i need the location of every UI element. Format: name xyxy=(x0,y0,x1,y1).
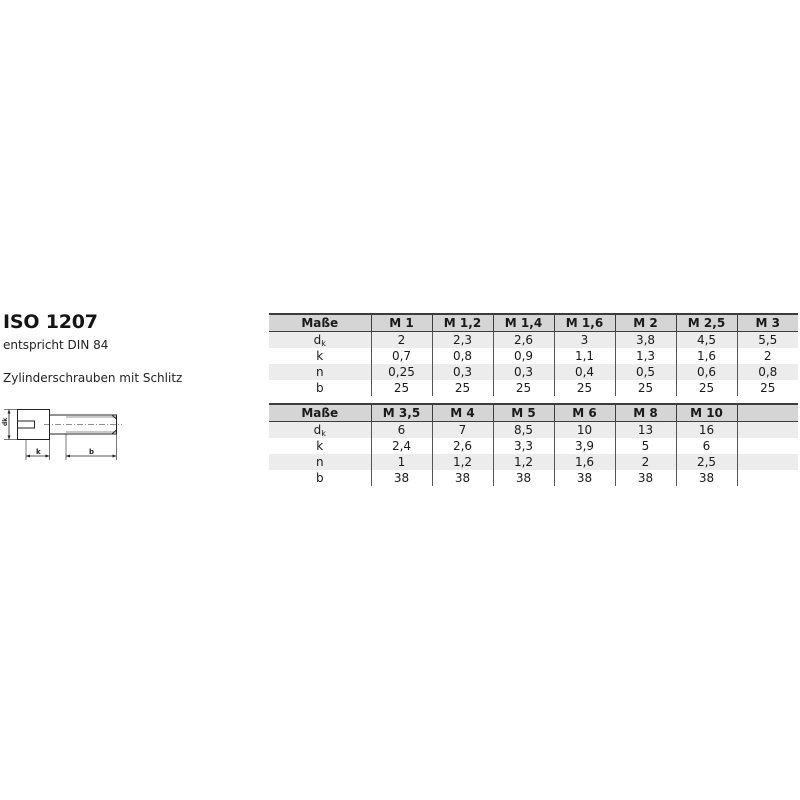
value-cell: 25 xyxy=(554,380,615,396)
value-cell: 3 xyxy=(554,332,615,349)
table-header-row xyxy=(269,314,798,332)
size-header: M 5 xyxy=(493,404,554,422)
value-cell: 6 xyxy=(371,422,432,439)
value-cell: 38 xyxy=(371,470,432,486)
value-cell: 1,6 xyxy=(554,454,615,470)
value-cell xyxy=(737,470,798,486)
value-cell: 2 xyxy=(737,348,798,364)
value-cell: 1 xyxy=(371,454,432,470)
row-label xyxy=(269,348,371,364)
row-label xyxy=(269,470,371,486)
value-cell: 4,5 xyxy=(676,332,737,349)
row-label-text: n xyxy=(315,454,324,469)
size-header: M 2,5 xyxy=(676,314,737,332)
size-header xyxy=(737,404,798,422)
diagram-label-b: b xyxy=(89,448,95,456)
row-label-text: k xyxy=(316,348,324,363)
value-cell: 0,3 xyxy=(432,364,493,380)
value-cell: 3,3 xyxy=(493,438,554,454)
size-header: M 1,4 xyxy=(493,314,554,332)
value-cell: 25 xyxy=(493,380,554,396)
value-cell: 38 xyxy=(676,470,737,486)
table-row xyxy=(269,470,798,486)
row-label-text: k xyxy=(316,438,324,453)
size-header: M 6 xyxy=(554,404,615,422)
row-label-subscript: k xyxy=(321,428,326,438)
value-cell: 16 xyxy=(676,422,737,439)
value-cell: 1,1 xyxy=(554,348,615,364)
document-title: ISO 1207 xyxy=(3,311,98,333)
value-cell: 25 xyxy=(432,380,493,396)
table-row xyxy=(269,438,798,454)
dimension-table-2 xyxy=(269,403,798,486)
value-cell xyxy=(737,438,798,454)
value-cell: 8,5 xyxy=(493,422,554,439)
value-cell: 0,8 xyxy=(432,348,493,364)
size-header: M 1,2 xyxy=(432,314,493,332)
value-cell: 7 xyxy=(432,422,493,439)
size-header: M 1,6 xyxy=(554,314,615,332)
table-row xyxy=(269,364,798,380)
value-cell: 2 xyxy=(371,332,432,349)
value-cell: 1,3 xyxy=(615,348,676,364)
row-label-text: b xyxy=(315,380,324,395)
row-label-text: d xyxy=(313,332,322,347)
size-header: M 3,5 xyxy=(371,404,432,422)
table-row xyxy=(269,454,798,470)
value-cell: 2,3 xyxy=(432,332,493,349)
value-cell: 2 xyxy=(615,454,676,470)
row-label xyxy=(269,438,371,454)
size-header: M 8 xyxy=(615,404,676,422)
row-label-text: b xyxy=(315,470,324,485)
row-label-text: d xyxy=(313,422,322,437)
value-cell xyxy=(737,422,798,439)
row-label xyxy=(269,422,371,439)
value-cell: 25 xyxy=(737,380,798,396)
value-cell: 25 xyxy=(615,380,676,396)
value-cell: 25 xyxy=(676,380,737,396)
size-header: M 4 xyxy=(432,404,493,422)
document-subtitle: entspricht DIN 84 xyxy=(3,338,109,352)
diagram-label-dk: dk xyxy=(2,417,9,426)
product-description: Zylinderschrauben mit Schlitz xyxy=(3,371,183,385)
value-cell: 0,8 xyxy=(737,364,798,380)
value-cell: 3,9 xyxy=(554,438,615,454)
diagram-label-k: k xyxy=(36,448,41,456)
value-cell: 0,3 xyxy=(493,364,554,380)
value-cell: 0,4 xyxy=(554,364,615,380)
screw-slot xyxy=(18,421,35,428)
value-cell: 5 xyxy=(615,438,676,454)
row-label xyxy=(269,454,371,470)
header-label: Maße xyxy=(269,404,371,422)
row-label xyxy=(269,332,371,349)
value-cell: 1,2 xyxy=(432,454,493,470)
header-label: Maße xyxy=(269,314,371,332)
table-row xyxy=(269,348,798,364)
value-cell: 6 xyxy=(676,438,737,454)
value-cell: 25 xyxy=(371,380,432,396)
size-header: M 2 xyxy=(615,314,676,332)
row-label-subscript: k xyxy=(321,338,326,348)
value-cell: 38 xyxy=(554,470,615,486)
dimension-table-1 xyxy=(269,313,798,396)
size-header: M 1 xyxy=(371,314,432,332)
value-cell: 0,9 xyxy=(493,348,554,364)
value-cell: 0,7 xyxy=(371,348,432,364)
value-cell: 2,5 xyxy=(676,454,737,470)
screw-drawing xyxy=(0,396,125,466)
value-cell xyxy=(737,454,798,470)
value-cell: 13 xyxy=(615,422,676,439)
value-cell: 2,4 xyxy=(371,438,432,454)
row-label xyxy=(269,380,371,396)
value-cell: 1,2 xyxy=(493,454,554,470)
value-cell: 3,8 xyxy=(615,332,676,349)
size-header: M 10 xyxy=(676,404,737,422)
table-row xyxy=(269,380,798,396)
value-cell: 0,25 xyxy=(371,364,432,380)
value-cell: 1,6 xyxy=(676,348,737,364)
table-header-row xyxy=(269,404,798,422)
value-cell: 38 xyxy=(432,470,493,486)
value-cell: 5,5 xyxy=(737,332,798,349)
size-header: M 3 xyxy=(737,314,798,332)
value-cell: 38 xyxy=(615,470,676,486)
value-cell: 10 xyxy=(554,422,615,439)
row-label xyxy=(269,364,371,380)
value-cell: 38 xyxy=(493,470,554,486)
table-row xyxy=(269,422,798,439)
value-cell: 0,5 xyxy=(615,364,676,380)
value-cell: 0,6 xyxy=(676,364,737,380)
value-cell: 2,6 xyxy=(432,438,493,454)
row-label-text: n xyxy=(315,364,324,379)
table-row xyxy=(269,332,798,349)
value-cell: 2,6 xyxy=(493,332,554,349)
